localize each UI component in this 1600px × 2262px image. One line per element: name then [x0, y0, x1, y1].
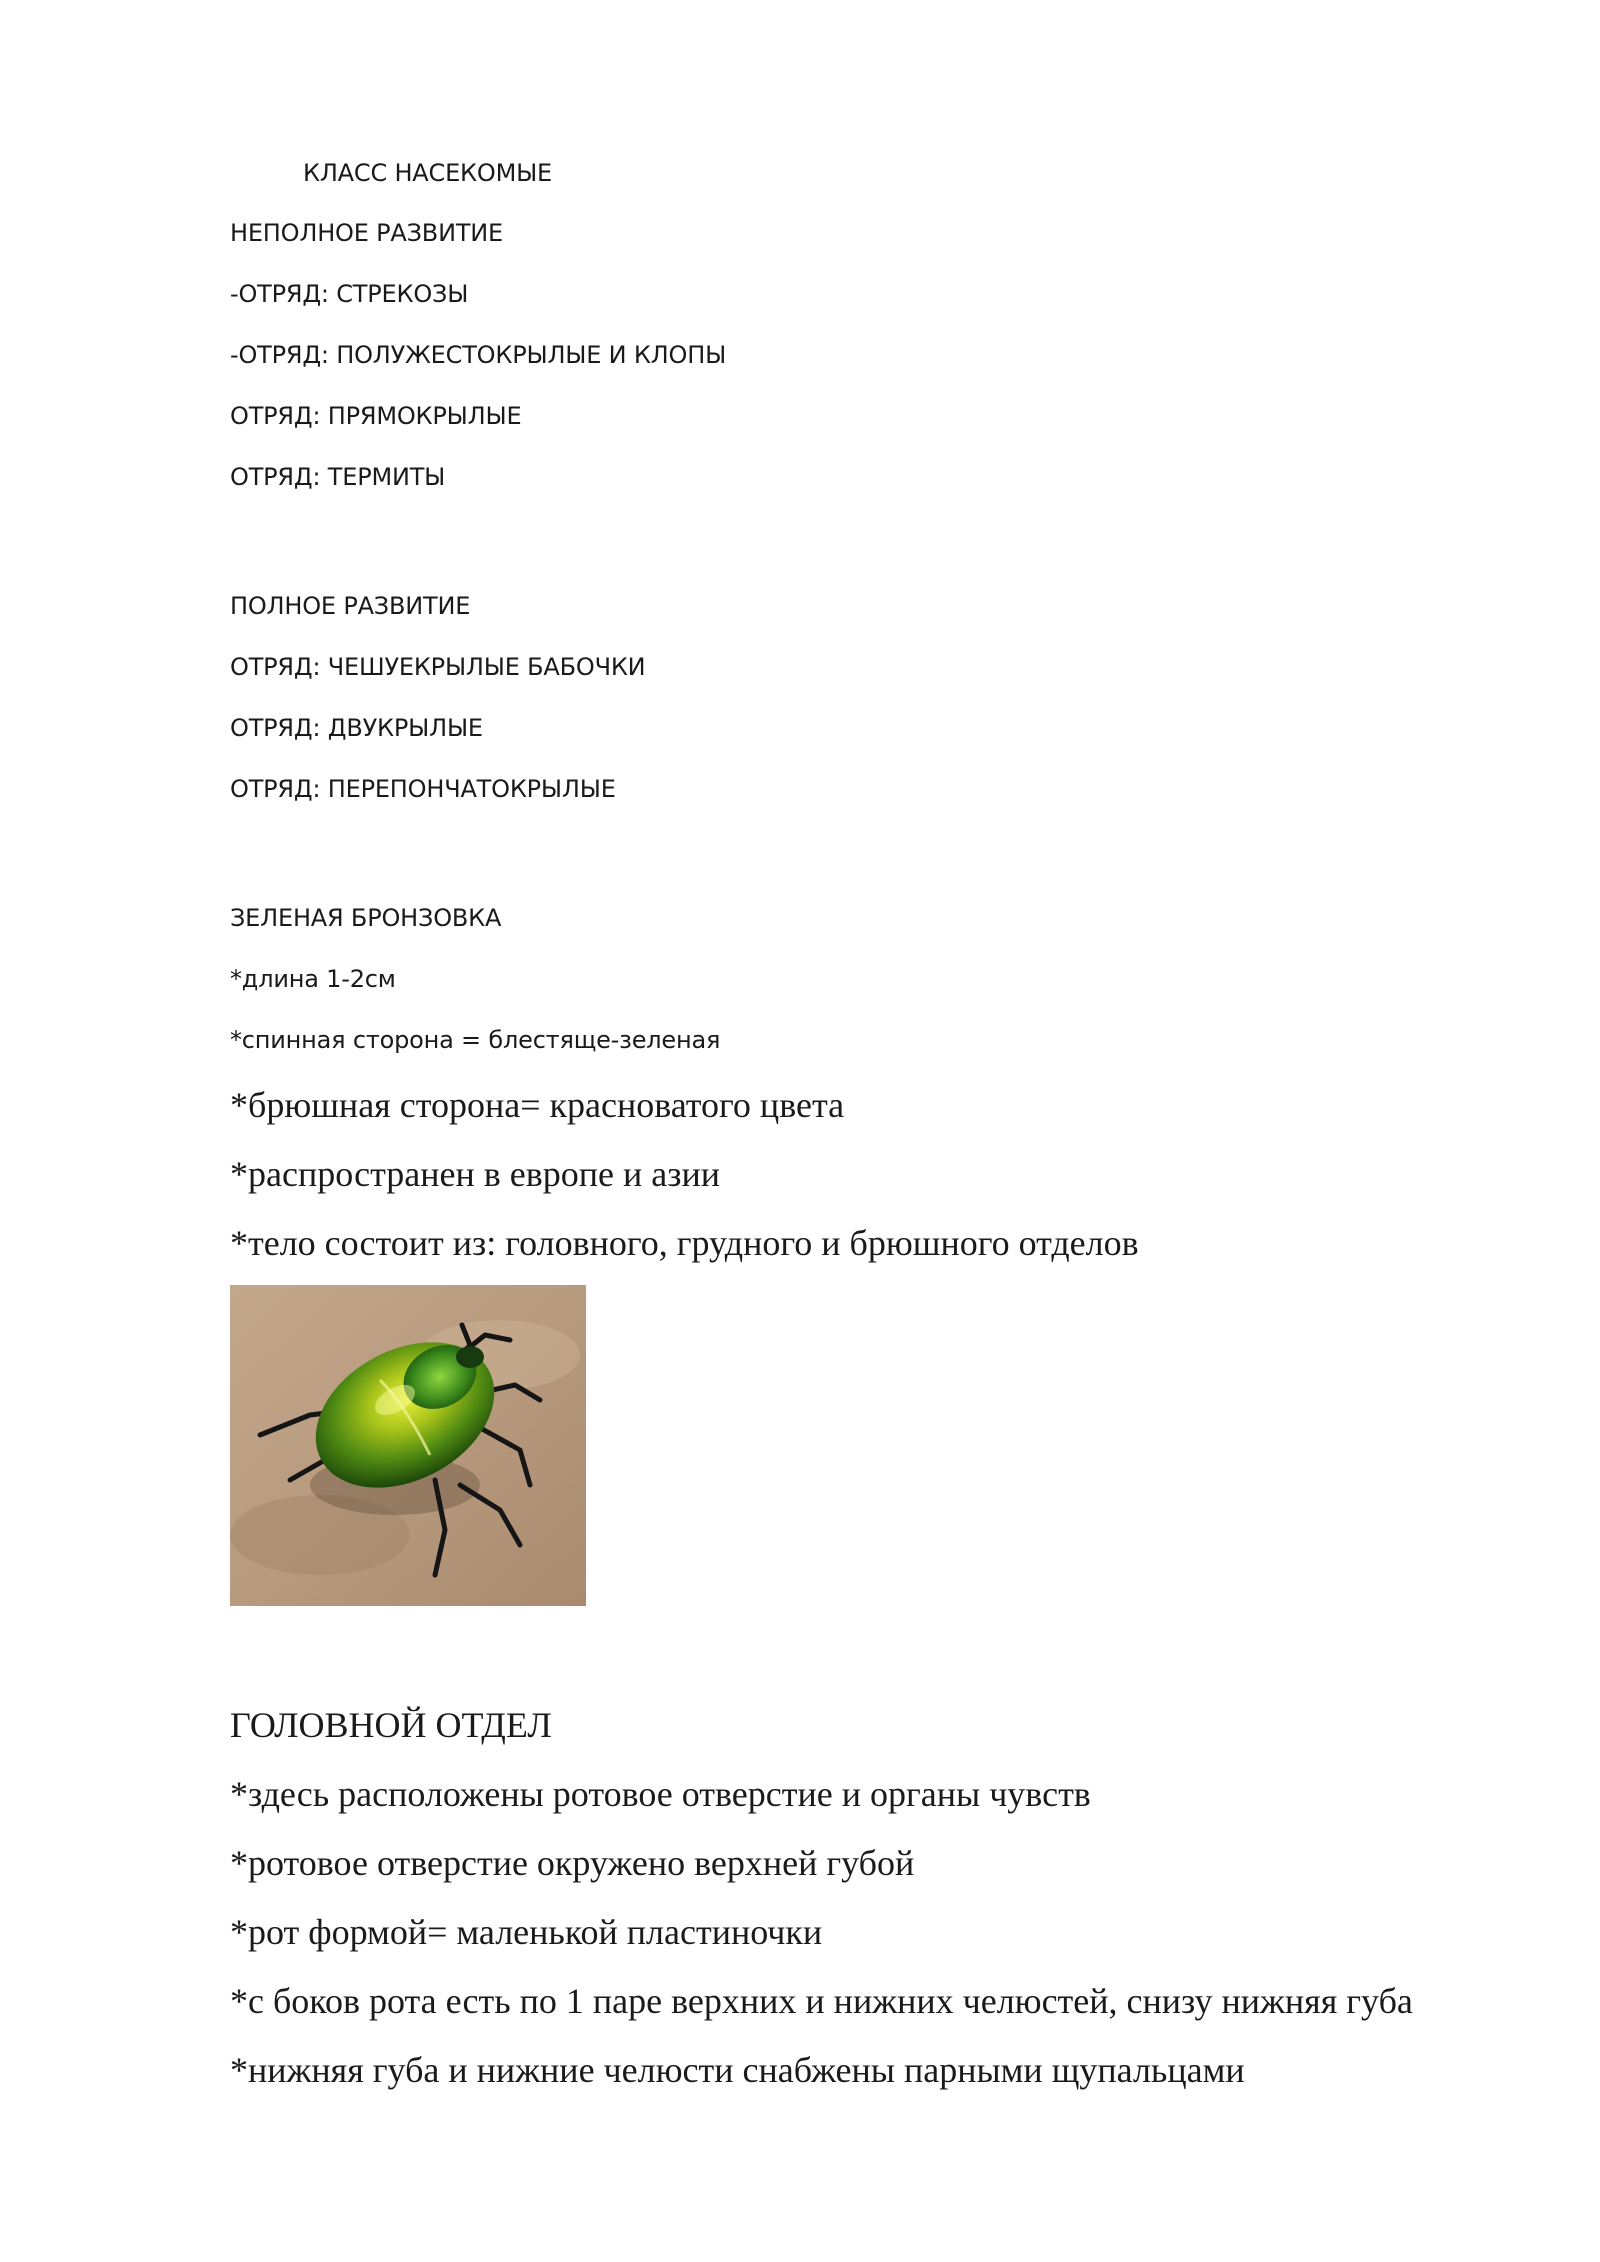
order-item: -ОТРЯД: СТРЕКОЗЫ [230, 280, 469, 308]
document-title: КЛАСС НАСЕКОМЫЕ [303, 159, 553, 187]
order-item: ОТРЯД: ТЕРМИТЫ [230, 463, 446, 491]
order-item: ОТРЯД: ЧЕШУЕКРЫЛЫЕ БАБОЧКИ [230, 653, 646, 681]
green-rose-chafer-photo [230, 1285, 586, 1606]
head-section-fact: *нижняя губа и нижние челюсти снабжены парными щупальцами [230, 2050, 1245, 2090]
beetle-fact: *тело состоит из: головного, грудного и брюшного отделов [230, 1223, 1139, 1263]
beetle-fact: *спинная сторона = блестяще-зеленая [230, 1026, 721, 1054]
beetle-fact: *брюшная сторона= красноватого цвета [230, 1085, 845, 1125]
order-item: -ОТРЯД: ПОЛУЖЕСТОКРЫЛЫЕ И КЛОПЫ [230, 341, 727, 369]
beetle-heading: ЗЕЛЕНАЯ БРОНЗОВКА [230, 904, 502, 932]
head-section-fact: *ротовое отверстие окружено верхней губой [230, 1843, 915, 1883]
beetle-fact: *длина 1-2см [230, 965, 396, 993]
order-item: ОТРЯД: ПЕРЕПОНЧАТОКРЫЛЫЕ [230, 775, 616, 803]
head-section-fact: *рот формой= маленькой пластиночки [230, 1912, 823, 1952]
beetle-fact: *распространен в европе и азии [230, 1154, 720, 1194]
head-section-fact: *здесь расположены ротовое отверстие и органы чувств [230, 1774, 1091, 1814]
head-section-fact: *с боков рота есть по 1 паре верхних и нижних челюстей, снизу нижняя губа [230, 1981, 1413, 2021]
head-section-heading: ГОЛОВНОЙ ОТДЕЛ [230, 1705, 552, 1745]
order-item: ОТРЯД: ДВУКРЫЛЫЕ [230, 714, 483, 742]
incomplete-development-heading: НЕПОЛНОЕ РАЗВИТИЕ [230, 219, 503, 247]
complete-development-heading: ПОЛНОЕ РАЗВИТИЕ [230, 592, 471, 620]
order-item: ОТРЯД: ПРЯМОКРЫЛЫЕ [230, 402, 522, 430]
